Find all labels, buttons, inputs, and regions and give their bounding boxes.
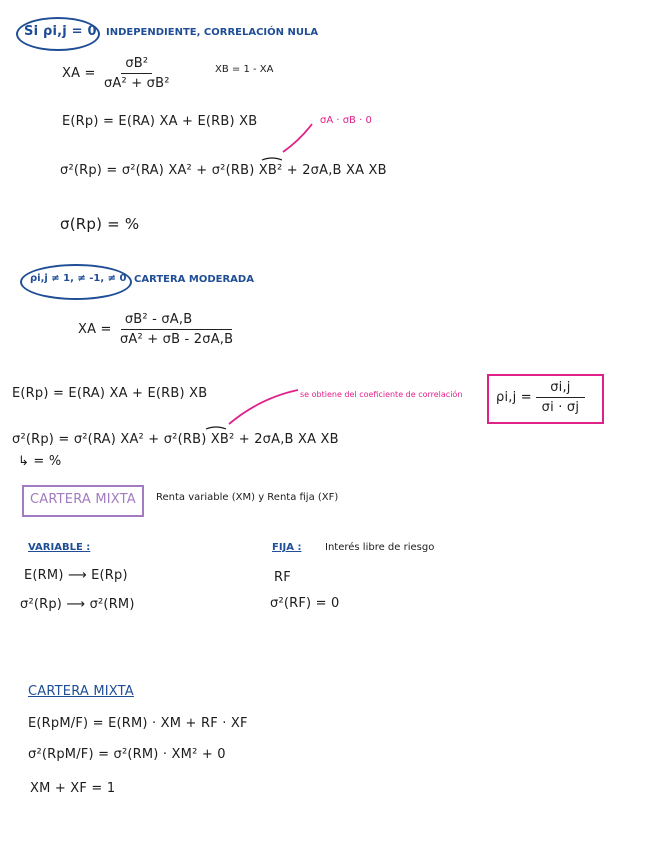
fija-note: Interés libre de riesgo <box>325 542 435 553</box>
formula-expected-return-2: E(Rp) = E(RA) XA + E(RB) XB <box>12 386 208 401</box>
section-title-independiente: INDEPENDIENTE, CORRELACIÓN NULA <box>106 27 319 38</box>
formula-variance-1: σ²(Rp) = σ²(RA) XA² + σ²(RB) XB² + 2σA,B XA XB <box>60 163 387 178</box>
variable-heading: VARIABLE : <box>28 542 91 553</box>
formula-rho <box>496 380 585 415</box>
formula-xb: XB = 1 - XA <box>215 64 274 75</box>
cartera-mixta-title: CARTERA MIXTA <box>28 684 134 699</box>
xa-fraction <box>116 312 237 347</box>
mixta-variance: σ²(RpM/F) = σ²(RM) · XM² + 0 <box>28 747 226 762</box>
mixta-expected-return: E(RpM/F) = E(RM) · XM + RF · XF <box>28 716 248 731</box>
formula-expected-return-1: E(Rp) = E(RA) XA + E(RB) XB <box>62 114 258 129</box>
cartera-mixta-subtitle: Renta variable (XM) y Renta fija (XF) <box>156 492 339 503</box>
section-title-moderada: CARTERA MODERADA <box>134 274 254 285</box>
tilde-mark-1 <box>262 158 282 160</box>
rho-numerator: σi,j <box>536 380 584 398</box>
variable-line-1: E(RM) ⟶ E(Rp) <box>24 568 128 583</box>
mixta-weights-sum: XM + XF = 1 <box>30 781 116 796</box>
formula-risk-1: σ(Rp) = % <box>60 215 140 233</box>
fija-line-1: RF <box>274 570 291 585</box>
xa-lhs: XA = <box>78 322 112 337</box>
rho-lhs: ρi,j = <box>496 390 532 405</box>
formula-xa-2 <box>78 312 237 347</box>
formula-risk-2: ↳ = % <box>18 454 62 469</box>
fija-line-2: σ²(RF) = 0 <box>270 596 340 611</box>
xa-numerator: σB² - σA,B <box>121 312 233 330</box>
note-arrow-1 <box>283 124 312 152</box>
variable-line-2: σ²(Rp) ⟶ σ²(RM) <box>20 597 135 612</box>
xa-lhs: XA = <box>62 66 96 81</box>
xa-denominator: σA² + σB - 2σA,B <box>119 332 234 347</box>
xa-fraction <box>100 56 174 91</box>
condition-label-1: Si ρi,j = 0 <box>24 24 97 39</box>
fija-heading: FIJA : <box>272 542 302 553</box>
formula-variance-2: σ²(Rp) = σ²(RA) XA² + σ²(RB) XB² + 2σA,B XA XB <box>12 432 339 447</box>
cartera-mixta-box-title: CARTERA MIXTA <box>30 492 136 507</box>
condition-label-2: ρi,j ≠ 1, ≠ -1, ≠ 0 <box>30 273 127 284</box>
tilde-mark-2 <box>206 427 226 429</box>
xa-denominator: σA² + σB² <box>103 76 170 91</box>
note-covariance-zero: σA · σB · 0 <box>320 115 372 126</box>
note-correlation-coefficient: se obtiene del coeficiente de correlación <box>300 390 463 399</box>
rho-fraction <box>536 380 584 415</box>
note-arrow-2 <box>229 390 298 424</box>
formula-xa-1 <box>62 56 174 91</box>
rho-denominator: σi · σj <box>541 400 580 415</box>
xa-numerator: σB² <box>121 56 152 74</box>
